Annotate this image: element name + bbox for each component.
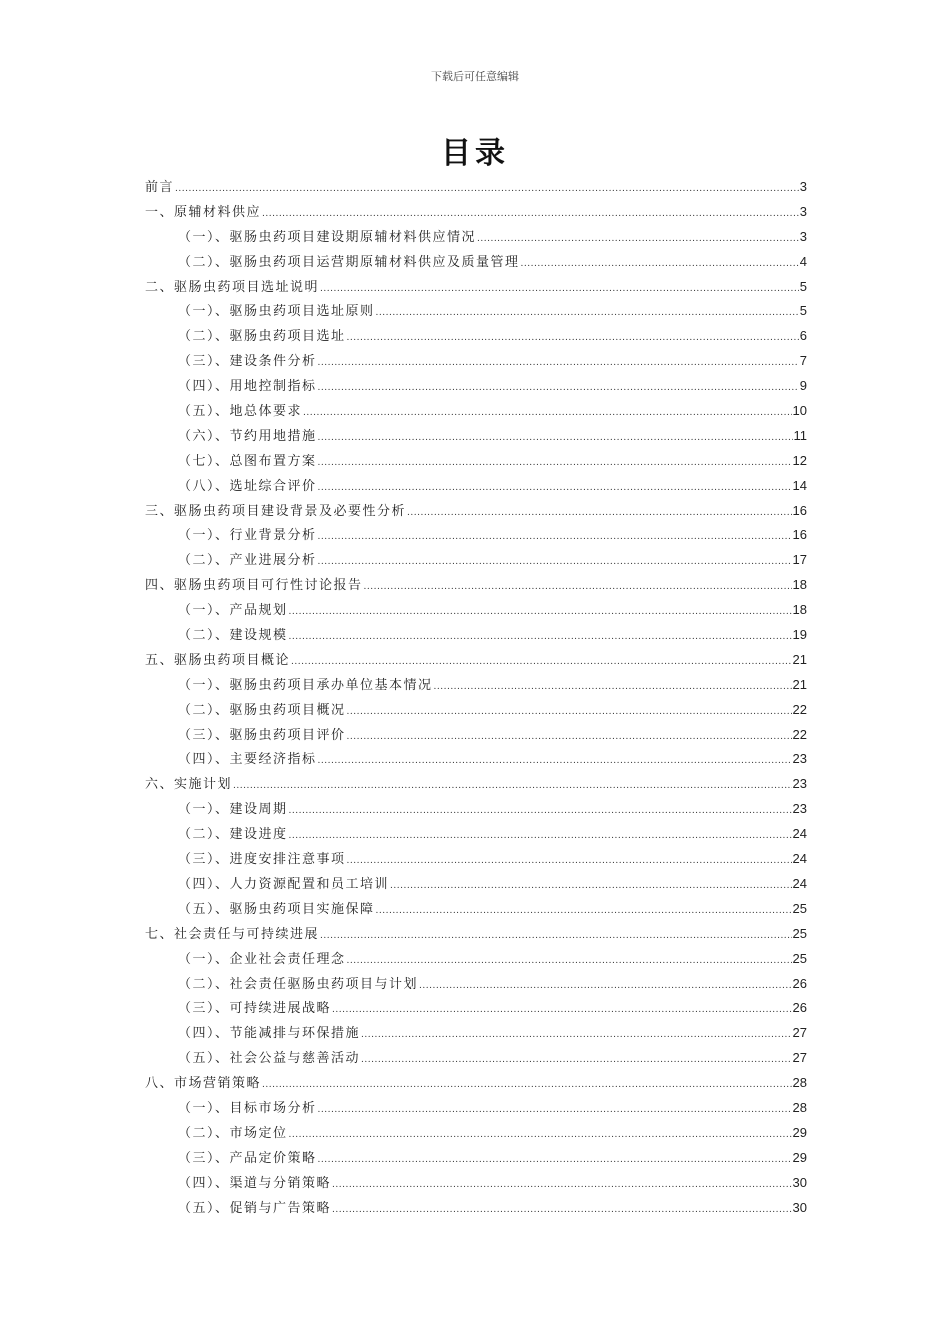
- toc-dot-leader: [376, 899, 792, 924]
- toc-entry-section[interactable]: [145, 723, 807, 748]
- toc-entry-section[interactable]: [145, 897, 807, 922]
- toc-dot-leader: [318, 351, 799, 376]
- toc-dot-leader: [262, 1073, 792, 1098]
- toc-entry-section[interactable]: [145, 747, 807, 772]
- toc-entry-label: 五、驱肠虫药项目概论: [145, 652, 291, 668]
- toc-dot-leader: [318, 426, 793, 451]
- toc-entry-section[interactable]: [145, 1196, 807, 1221]
- table-of-contents: [145, 175, 807, 1220]
- toc-entry-section[interactable]: [145, 698, 807, 723]
- toc-dot-leader: [361, 1048, 792, 1073]
- toc-dot-leader: [289, 625, 792, 650]
- toc-page-number: 19: [792, 627, 807, 643]
- toc-entry-label: （一）、目标市场分析: [178, 1100, 317, 1116]
- toc-dot-leader: [289, 799, 792, 824]
- toc-dot-leader: [318, 525, 792, 550]
- toc-entry-label: （二）、驱肠虫药项目概况: [178, 702, 346, 718]
- toc-entry-label: （五）、促销与广告策略: [178, 1200, 332, 1216]
- toc-entry-label: （三）、建设条件分析: [178, 354, 317, 370]
- toc-dot-leader: [289, 1123, 792, 1148]
- toc-entry-chapter[interactable]: [145, 922, 807, 947]
- toc-entry-section[interactable]: [145, 424, 807, 449]
- toc-dot-leader: [390, 874, 792, 899]
- toc-page-number: 26: [792, 1000, 807, 1016]
- toc-dot-leader: [347, 725, 792, 750]
- toc-entry-label: （三）、产品定价策略: [178, 1150, 317, 1166]
- toc-page-number: 4: [799, 253, 807, 269]
- toc-page-number: 30: [792, 1174, 807, 1190]
- toc-entry-label: （五）、社会公益与慈善活动: [178, 1051, 361, 1067]
- toc-page-number: 6: [799, 328, 807, 344]
- toc-dot-leader: [303, 401, 792, 426]
- toc-entry-label: 二、驱肠虫药项目选址说明: [145, 279, 320, 295]
- toc-page-number: 5: [799, 278, 807, 294]
- toc-entry-label: （一）、驱肠虫药项目建设期原辅材料供应情况: [178, 229, 477, 245]
- toc-entry-label: 四、驱肠虫药项目可行性讨论报告: [145, 578, 363, 594]
- toc-page-number: 26: [792, 975, 807, 991]
- toc-entry-section[interactable]: [145, 399, 807, 424]
- toc-entry-label: （二）、驱肠虫药项目选址: [178, 329, 346, 345]
- toc-page-number: 5: [799, 303, 807, 319]
- toc-entry-label: 一、原辅材料供应: [145, 204, 262, 220]
- toc-entry-label: （二）、市场定位: [178, 1125, 288, 1141]
- toc-page-number: 22: [792, 726, 807, 742]
- toc-page-number: 23: [792, 751, 807, 767]
- toc-dot-leader: [318, 376, 799, 401]
- toc-dot-leader: [347, 849, 792, 874]
- toc-entry-label: （四）、人力资源配置和员工培训: [178, 876, 390, 892]
- toc-page-number: 9: [799, 378, 807, 394]
- toc-entry-label: （四）、渠道与分销策略: [178, 1175, 332, 1191]
- toc-page-number: 11: [793, 427, 807, 443]
- toc-page-number: 3: [799, 228, 807, 244]
- toc-entry-section[interactable]: [145, 324, 807, 349]
- toc-dot-leader: [376, 301, 799, 326]
- toc-entry-label: （五）、地总体要求: [178, 404, 303, 420]
- toc-dot-leader: [320, 924, 792, 949]
- toc-entry-section[interactable]: [145, 1021, 807, 1046]
- toc-entry-section[interactable]: [145, 1096, 807, 1121]
- toc-page-number: 12: [792, 452, 807, 468]
- page-title: 目录: [441, 136, 509, 171]
- toc-entry-chapter[interactable]: [145, 175, 807, 200]
- toc-page-number: 28: [792, 1075, 807, 1091]
- toc-entry-chapter[interactable]: [145, 1071, 807, 1096]
- toc-entry-chapter[interactable]: [145, 499, 807, 524]
- toc-entry-label: （一）、驱肠虫药项目选址原则: [178, 304, 375, 320]
- toc-entry-section[interactable]: [145, 1171, 807, 1196]
- toc-entry-chapter[interactable]: [145, 573, 807, 598]
- toc-entry-label: （一）、产品规划: [178, 603, 288, 619]
- toc-entry-label: 三、驱肠虫药项目建设背景及必要性分析: [145, 503, 407, 519]
- toc-dot-leader: [318, 749, 792, 774]
- toc-dot-leader: [332, 1173, 792, 1198]
- toc-page-number: 14: [792, 477, 807, 493]
- toc-entry-section[interactable]: [145, 847, 807, 872]
- toc-dot-leader: [262, 202, 799, 227]
- toc-dot-leader: [361, 1023, 792, 1048]
- toc-dot-leader: [521, 252, 799, 277]
- toc-entry-label: （二）、建设规模: [178, 628, 288, 644]
- toc-entry-label: （四）、节能减排与环保措施: [178, 1026, 361, 1042]
- toc-entry-label: （三）、驱肠虫药项目评价: [178, 727, 346, 743]
- toc-entry-label: （二）、建设进度: [178, 827, 288, 843]
- toc-entry-section[interactable]: [145, 1046, 807, 1071]
- toc-entry-chapter[interactable]: [145, 772, 807, 797]
- toc-dot-leader: [364, 575, 792, 600]
- toc-entry-label: （四）、主要经济指标: [178, 752, 317, 768]
- toc-dot-leader: [347, 700, 792, 725]
- toc-entry-section[interactable]: [145, 598, 807, 623]
- toc-page-number: 24: [792, 826, 807, 842]
- toc-entry-section[interactable]: [145, 673, 807, 698]
- toc-page-number: 23: [792, 776, 807, 792]
- toc-page-number: 28: [792, 1099, 807, 1115]
- toc-entry-label: （三）、进度安排注意事项: [178, 852, 346, 868]
- toc-entry-label: 前言: [145, 180, 175, 195]
- toc-page-number: 16: [792, 502, 807, 518]
- toc-entry-section[interactable]: [145, 623, 807, 648]
- toc-dot-leader: [318, 1148, 792, 1173]
- toc-entry-section[interactable]: [145, 822, 807, 847]
- toc-entry-label: （七）、总图布置方案: [178, 453, 317, 469]
- toc-page-number: 18: [792, 602, 807, 618]
- toc-page-number: 10: [792, 403, 807, 419]
- toc-page-number: 16: [792, 527, 807, 543]
- toc-entry-section[interactable]: [145, 225, 807, 250]
- toc-entry-section[interactable]: [145, 872, 807, 897]
- toc-dot-leader: [320, 277, 799, 302]
- toc-dot-leader: [318, 1098, 792, 1123]
- toc-entry-label: 七、社会责任与可持续进展: [145, 926, 320, 942]
- toc-dot-leader: [434, 675, 792, 700]
- page-header-note: 下载后可任意编辑: [431, 70, 519, 83]
- toc-page-number: 25: [792, 950, 807, 966]
- toc-entry-label: （二）、社会责任驱肠虫药项目与计划: [178, 976, 419, 992]
- toc-page-number: 25: [792, 900, 807, 916]
- toc-dot-leader: [347, 949, 792, 974]
- toc-dot-leader: [332, 998, 792, 1023]
- toc-entry-section[interactable]: [145, 299, 807, 324]
- toc-entry-label: （八）、选址综合评价: [178, 478, 317, 494]
- toc-page-number: 27: [792, 1050, 807, 1066]
- toc-page-number: 22: [792, 701, 807, 717]
- toc-dot-leader: [318, 476, 792, 501]
- toc-entry-label: 八、市场营销策略: [145, 1076, 262, 1092]
- toc-page-number: 18: [792, 577, 807, 593]
- toc-dot-leader: [419, 974, 792, 999]
- toc-entry-section[interactable]: [145, 474, 807, 499]
- toc-page-number: 30: [792, 1199, 807, 1215]
- toc-page-number: 21: [792, 651, 807, 667]
- toc-entry-section[interactable]: [145, 1121, 807, 1146]
- toc-entry-chapter[interactable]: [145, 648, 807, 673]
- toc-entry-label: （一）、行业背景分析: [178, 528, 317, 544]
- toc-entry-label: （四）、用地控制指标: [178, 379, 317, 395]
- toc-page-number: 7: [799, 353, 807, 369]
- toc-entry-section[interactable]: [145, 449, 807, 474]
- toc-page-number: 24: [792, 875, 807, 891]
- toc-entry-section[interactable]: [145, 349, 807, 374]
- toc-page-number: 21: [792, 676, 807, 692]
- toc-page-number: 25: [792, 925, 807, 941]
- toc-entry-section[interactable]: [145, 947, 807, 972]
- toc-dot-leader: [289, 600, 792, 625]
- toc-entry-label: （一）、建设周期: [178, 802, 288, 818]
- toc-dot-leader: [233, 774, 792, 799]
- toc-entry-label: （一）、企业社会责任理念: [178, 951, 346, 967]
- toc-entry-label: 六、实施计划: [145, 777, 233, 793]
- toc-entry-label: （六）、节约用地措施: [178, 428, 317, 444]
- toc-entry-section[interactable]: [145, 374, 807, 399]
- toc-entry-section[interactable]: [145, 548, 807, 573]
- toc-entry-chapter[interactable]: [145, 275, 807, 300]
- toc-page-number: 24: [792, 851, 807, 867]
- toc-entry-section[interactable]: [145, 797, 807, 822]
- toc-page-number: 17: [792, 552, 807, 568]
- toc-entry-chapter[interactable]: [145, 200, 807, 225]
- toc-entry-label: （三）、可持续进展战略: [178, 1001, 332, 1017]
- toc-entry-label: （二）、产业进展分析: [178, 553, 317, 569]
- toc-entry-section[interactable]: [145, 523, 807, 548]
- toc-entry-section[interactable]: [145, 1146, 807, 1171]
- toc-entry-label: （二）、驱肠虫药项目运营期原辅材料供应及质量管理: [178, 254, 520, 270]
- toc-page-number: 23: [792, 801, 807, 817]
- toc-dot-leader: [318, 451, 792, 476]
- toc-page-number: 29: [792, 1149, 807, 1165]
- toc-page-number: 29: [792, 1124, 807, 1140]
- toc-page-number: 27: [792, 1025, 807, 1041]
- toc-entry-label: （一）、驱肠虫药项目承办单位基本情况: [178, 677, 433, 693]
- toc-entry-section[interactable]: [145, 972, 807, 997]
- toc-dot-leader: [175, 177, 799, 202]
- toc-dot-leader: [318, 550, 792, 575]
- toc-dot-leader: [289, 824, 792, 849]
- toc-dot-leader: [347, 326, 799, 351]
- toc-dot-leader: [332, 1198, 792, 1223]
- toc-dot-leader: [291, 650, 792, 675]
- toc-entry-section[interactable]: [145, 996, 807, 1021]
- toc-entry-section[interactable]: [145, 250, 807, 275]
- toc-page-number: 3: [799, 203, 807, 219]
- toc-dot-leader: [477, 227, 799, 252]
- toc-dot-leader: [407, 501, 792, 526]
- toc-entry-label: （五）、驱肠虫药项目实施保障: [178, 901, 375, 917]
- toc-page-number: 3: [799, 179, 807, 194]
